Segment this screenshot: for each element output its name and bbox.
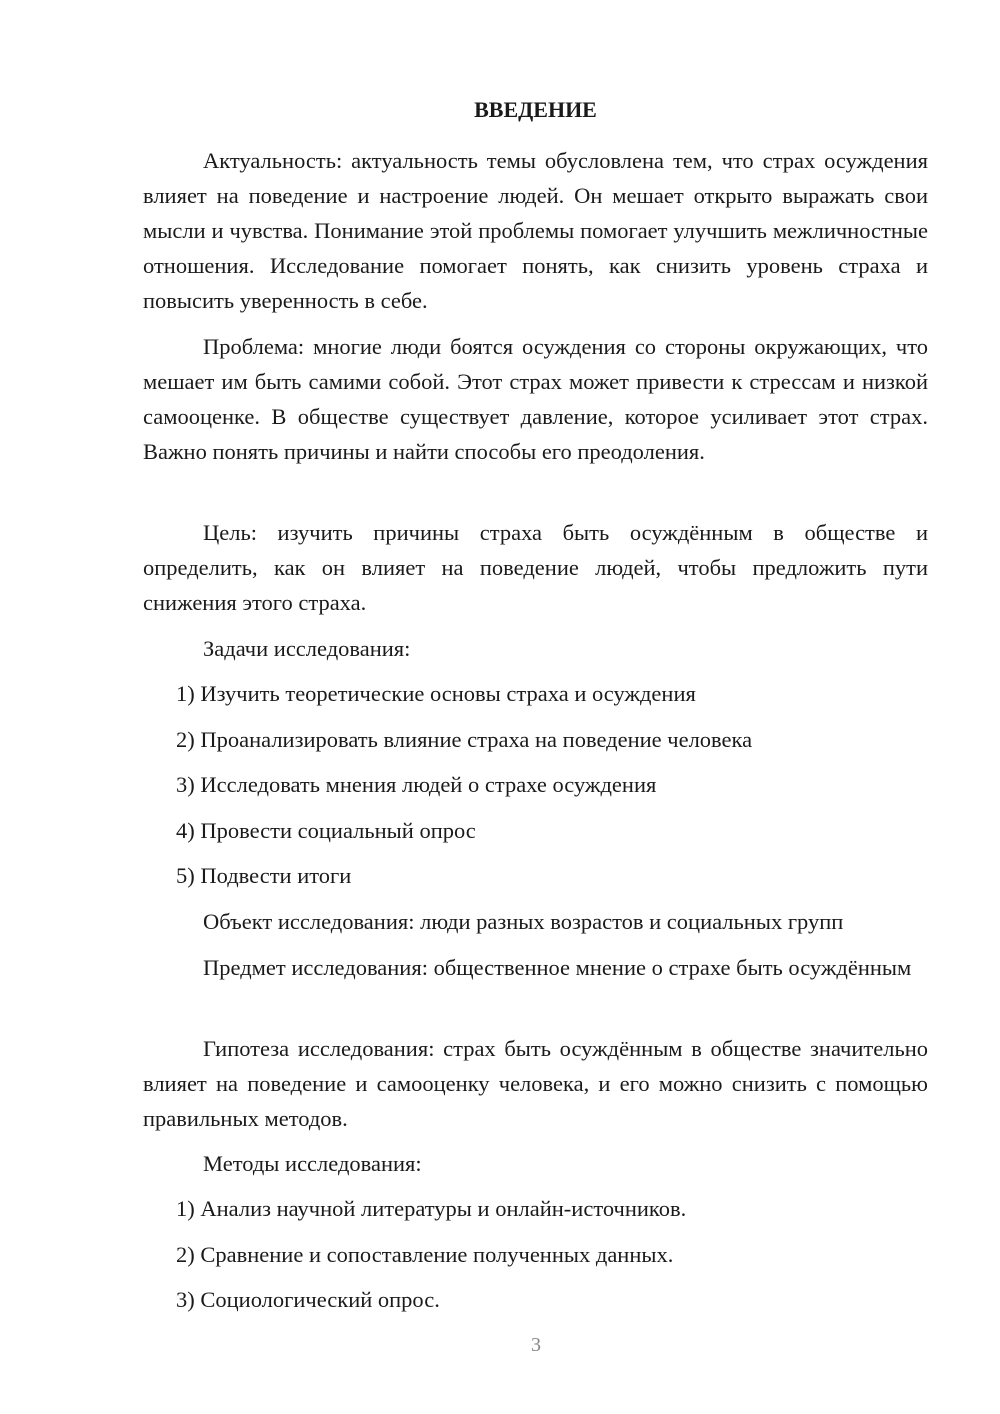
paragraph-subject: Предмет исследования: общественное мнение о страхе быть осуждённым	[203, 955, 912, 980]
task-item-4: 4) Провести социальный опрос	[176, 818, 476, 843]
method-item-2: 2) Сравнение и сопоставление полученных данных.	[176, 1242, 674, 1267]
method-item-3: 3) Социологический опрос.	[176, 1287, 440, 1312]
page-title: ВВЕДЕНИЕ	[474, 97, 597, 122]
paragraph-goal: Цель: изучить причины страха быть осуждённым в обществе и определить, как он влияет на поведение людей, чтобы предложить пути снижения этого страха.	[143, 520, 928, 615]
task-item-1: 1) Изучить теоретические основы страха и осуждения	[176, 681, 696, 706]
paragraph-problem: Проблема: многие люди боятся осуждения со стороны окружающих, что мешает им быть самими собой. Этот страх может привести к стрессам и низкой самооценке. В обществе существует давление, которое усиливает этот страх. Важно понять причины и найти способы его преодоления.	[143, 334, 928, 464]
methods-title: Методы исследования:	[203, 1151, 422, 1176]
method-item-1: 1) Анализ научной литературы и онлайн-источников.	[176, 1196, 687, 1221]
task-item-2: 2) Проанализировать влияние страха на поведение человека	[176, 727, 753, 752]
page-number: 3	[531, 1334, 541, 1356]
task-item-5: 5) Подвести итоги	[176, 863, 352, 888]
tasks-title: Задачи исследования:	[203, 636, 411, 661]
paragraph-hypothesis: Гипотеза исследования: страх быть осуждённым в обществе значительно влияет на поведение и самооценку человека, и его можно снизить с помощью правильных методов.	[143, 1036, 928, 1131]
paragraph-object: Объект исследования: люди разных возрастов и социальных групп	[203, 909, 844, 934]
task-item-3: 3) Исследовать мнения людей о страхе осуждения	[176, 772, 657, 797]
paragraph-relevance: Актуальность: актуальность темы обусловлена тем, что страх осуждения влияет на поведение и настроение людей. Он мешает открыто выражать свои мысли и чувства. Понимание этой проблемы помогает улучшить межличностные отношения. Исследование помогает понять, как снизить уровень страха и повысить уверенность в себе.	[143, 148, 928, 313]
